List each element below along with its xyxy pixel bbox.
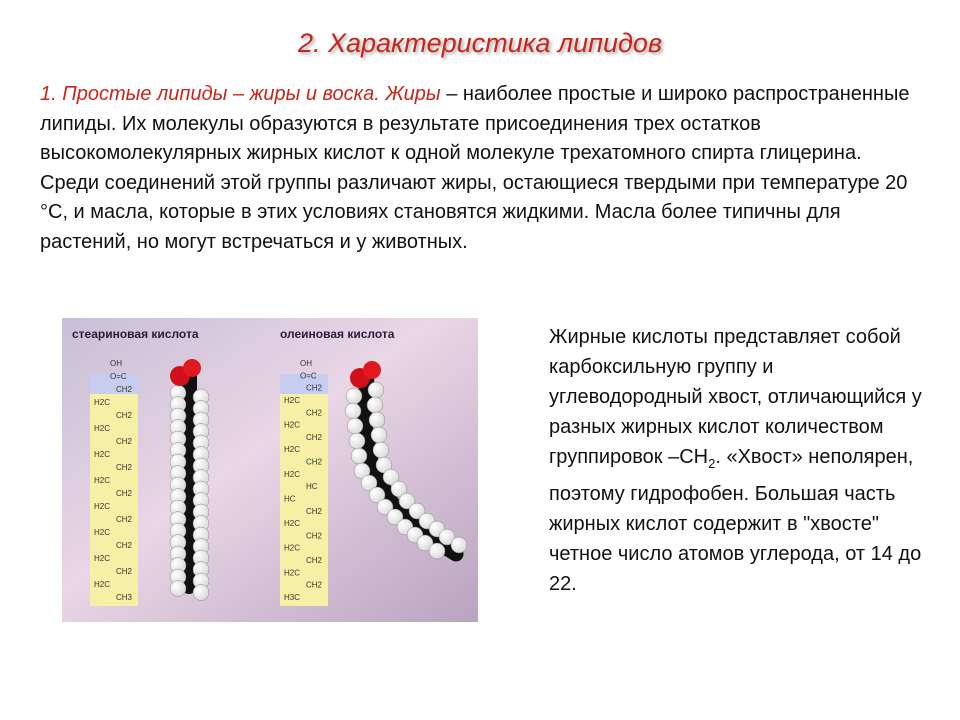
atom-ball <box>346 388 362 404</box>
formula-group-label: CH3 <box>116 593 133 602</box>
formula-group-label: CH2 <box>116 515 133 524</box>
formula-group-label: O=C <box>300 371 317 381</box>
atom-ball <box>347 418 363 434</box>
formula-group-label: H2C <box>94 450 111 459</box>
formula-group-label: CH2 <box>306 506 323 516</box>
formula-group-label: CH2 <box>116 411 133 420</box>
formula-group-label: CH2 <box>116 437 133 446</box>
formula-group-label: CH2 <box>306 383 323 393</box>
formula-group-label: H2C <box>94 580 111 589</box>
atom-ball <box>429 543 445 559</box>
formula-group-label: H2C <box>94 424 111 433</box>
formula-group-label: CH2 <box>116 385 133 394</box>
atom-ball <box>349 433 365 449</box>
formula-group-label: CH2 <box>306 556 323 566</box>
formula-group-label: CH2 <box>116 541 133 550</box>
atom-ball <box>193 585 209 601</box>
formula-group-label: CH2 <box>306 457 323 467</box>
formula-group-label: CH2 <box>306 408 323 418</box>
intro-body: – наиболее простые и широко распространенные липиды. Их молекулы образуются в результате присоединения трех остатков высокомолекулярных жирных кислот к одной молекуле трехатомного спирта глицерина. Среди соединений этой группы различают жиры, остающиеся твердыми при температуре 20 °С, и масла, которые в этих условиях становятся жидкими. Масла более типичны для растений, но могут встречаться и у животных. <box>40 83 910 253</box>
side-text-2: . «Хвост» неполярен, поэтому гидрофобен. Большая часть жирных кислот содержит в "хвосте" четное число атомов углерода, от 14 до 22. <box>549 446 922 595</box>
formula-group-label: OH <box>110 359 122 368</box>
formula-group-label: HC <box>284 494 296 504</box>
formula-group-label: CH2 <box>306 531 323 541</box>
formula-group-label: H2C <box>94 502 111 511</box>
side-paragraph <box>549 322 929 599</box>
side-subscript: 2 <box>708 456 716 471</box>
atom-ball <box>451 537 467 553</box>
formula-group-label: H2C <box>284 445 301 455</box>
atom-ball <box>170 581 186 597</box>
atom-ball <box>369 412 385 428</box>
formula-group-label: H2C <box>94 476 111 485</box>
side-text-1: Жирные кислоты представляет собой карбоксильную группу и углеводородный хвост, отличающийся у разных жирных кислот количеством группировок –СН <box>549 326 922 468</box>
formula-group-label: H2C <box>284 469 301 479</box>
formula-group-label: H2C <box>284 519 301 529</box>
fatty-acids-figure <box>62 318 478 622</box>
formula-group-label: O=C <box>110 372 127 381</box>
formula-group-label: H2C <box>284 568 301 578</box>
formula-group-label: H2C <box>284 420 301 430</box>
formula-group-label: H2C <box>284 543 301 553</box>
atom-ball <box>371 427 387 443</box>
atom-ball <box>373 442 389 458</box>
stearic-molecule-model <box>170 359 209 601</box>
intro-lead: 1. Простые липиды – жиры и воска. Жиры <box>40 83 441 105</box>
formula-group-label: H2C <box>94 398 111 407</box>
formula-group-label: CH2 <box>116 567 133 576</box>
fatty-acids-illustration <box>62 318 478 622</box>
atom-ball <box>351 448 367 464</box>
formula-group-label: H2C <box>94 528 111 537</box>
formula-group-label: CH2 <box>116 489 133 498</box>
intro-paragraph <box>40 80 920 257</box>
formula-group-label: OH <box>300 359 312 368</box>
atom-ball <box>368 382 384 398</box>
oleic-label: олеиновая кислота <box>280 327 395 341</box>
formula-group-label: CH2 <box>116 463 133 472</box>
formula-group-label: CH2 <box>306 432 323 442</box>
atom-ball <box>367 397 383 413</box>
formula-group-label: H3C <box>284 593 301 602</box>
atom-ball <box>345 403 361 419</box>
formula-group-label: CH2 <box>306 580 323 590</box>
slide-title: 2. Характеристика липидов <box>297 28 663 58</box>
formula-group-label: H2C <box>94 554 111 563</box>
stearic-label: стеариновая кислота <box>72 327 199 341</box>
formula-group-label: H2C <box>284 395 301 405</box>
formula-group-label: HC <box>306 482 318 492</box>
